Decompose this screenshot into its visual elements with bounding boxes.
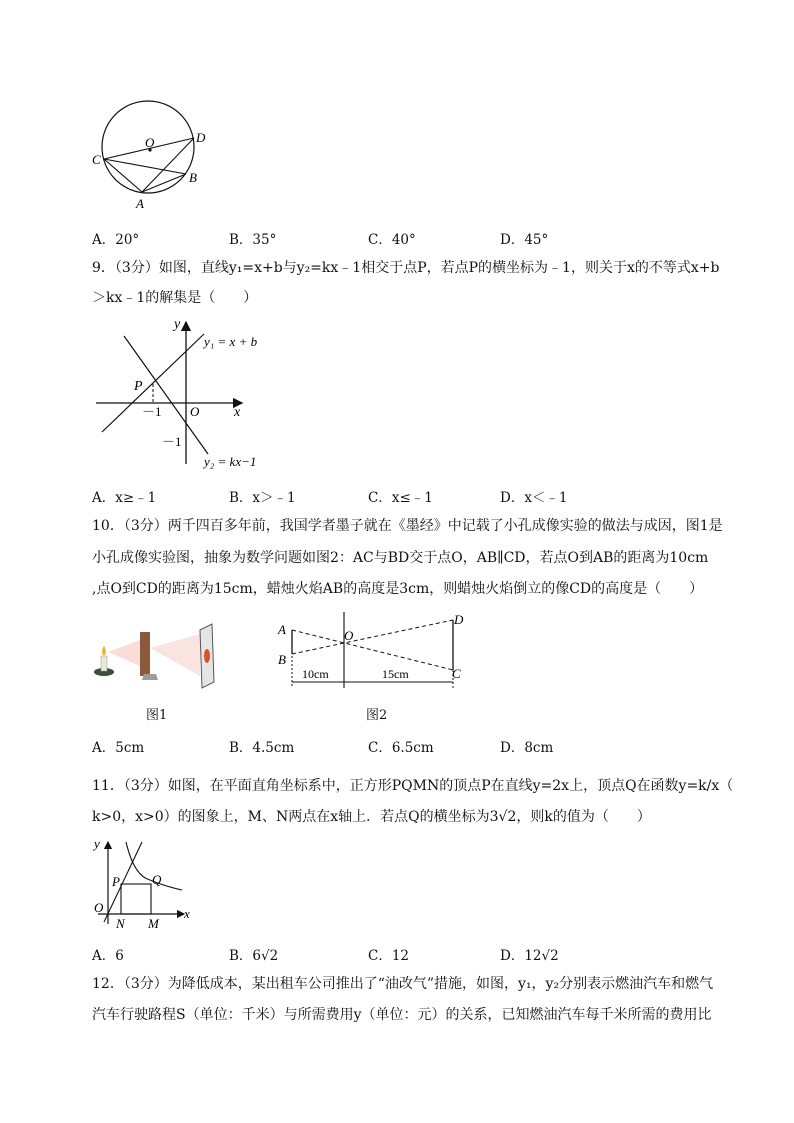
q8-label-a: A	[136, 196, 144, 211]
q11-label-q: Q	[152, 872, 162, 887]
q11-square-pqmn	[121, 884, 151, 914]
q8-option-d[interactable]: D．45°	[500, 232, 549, 248]
q11-option-c[interactable]: C．12	[368, 948, 410, 964]
q10-fig2-caption: 图2	[366, 708, 388, 723]
q10-label-a: A	[278, 622, 286, 637]
q9-label-o: O	[190, 404, 200, 419]
q11-option-d[interactable]: D．12√2	[500, 948, 559, 964]
q9-option-d[interactable]: D．x＜﹣1	[500, 490, 568, 506]
q10-pinhole-photo	[90, 622, 222, 690]
q10-label-15cm: 15cm	[382, 667, 409, 681]
q11-label-n: N	[116, 916, 125, 930]
q10-label-b: B	[278, 652, 286, 667]
q10-fig1-caption: 图1	[146, 708, 168, 723]
q9-label-y: y	[174, 317, 181, 332]
q10-question-line3: ,点O到CD的距离为15cm，蜡烛火焰AB的高度是3cm，则蜡烛火焰倒立的像CD的高度是（ ）	[92, 581, 704, 597]
q8-chord-cb	[104, 159, 186, 174]
q9-graph-figure	[92, 314, 282, 474]
q10-option-b[interactable]: B．4.5cm	[229, 740, 295, 756]
q10-pinhole-diagram	[272, 608, 482, 690]
q11-label-p: P	[112, 874, 120, 889]
q8-chord-ab	[142, 174, 186, 192]
q11-label-y: y	[94, 836, 100, 851]
q10-label-10cm: 10cm	[302, 667, 329, 681]
q11-question-line1: 11．（3分）如图，在平面直角坐标系中，正方形PQMN的顶点P在直线y=2x上，顶点Q在函数y=k/x（	[92, 778, 734, 794]
q10-label-o: O	[344, 628, 354, 643]
q10-label-c: C	[452, 666, 461, 681]
q8-label-o: O	[145, 135, 155, 150]
q9-label-p: P	[134, 379, 143, 394]
q9-option-a[interactable]: A．x≥﹣1	[92, 490, 157, 506]
q11-graph-figure	[90, 836, 200, 930]
q11-label-m: M	[148, 916, 159, 930]
q9-option-b[interactable]: B．x＞﹣1	[229, 490, 296, 506]
q8-label-b: B	[189, 170, 197, 185]
q11-line-y2x	[104, 842, 142, 922]
q11-label-x: x	[184, 906, 190, 921]
q10-dashed-ac	[292, 630, 453, 670]
q10-option-d[interactable]: D．8cm	[500, 740, 554, 756]
q12-question-line2: 汽车行驶路程S（单位：千米）与所需费用y（单位：元）的关系，已知燃油汽车每千米所需的费用比	[92, 1007, 712, 1023]
q9-label-y2: y₂ = kx−1	[204, 454, 257, 469]
q11-question-line2: k>0，x>0）的图象上，M、N两点在x轴上．若点Q的横坐标为3√2，则k的值为（ ）	[92, 809, 651, 825]
q8-option-b[interactable]: B．35°	[229, 232, 277, 248]
q11-option-a[interactable]: A．6	[92, 948, 124, 964]
q9-label-x: x	[234, 405, 241, 420]
q8-option-a[interactable]: A．20°	[92, 232, 140, 248]
q11-label-o: O	[94, 900, 104, 915]
q9-label-neg1-y: －1	[162, 434, 182, 449]
q8-label-c: C	[92, 152, 101, 167]
q8-option-c[interactable]: C．40°	[368, 232, 416, 248]
q8-label-d: D	[196, 130, 206, 145]
q10-option-a[interactable]: A．5cm	[92, 740, 145, 756]
q9-question-line2: ＞kx﹣1的解集是（ ）	[92, 290, 258, 306]
q10-option-c[interactable]: C．6.5cm	[368, 740, 434, 756]
q10-dashed-bd	[292, 620, 453, 654]
q9-option-c[interactable]: C．x≤﹣1	[368, 490, 433, 506]
q10-label-d: D	[454, 612, 464, 627]
q8-chord-ca	[104, 159, 142, 192]
q9-label-neg1-x: －1	[142, 404, 162, 419]
q8-circle-figure	[88, 92, 218, 214]
q10-question-line2: 小孔成像实验图，抽象为数学问题如图2：AC与BD交于点O，AB∥CD，若点O到AB的距离为10cm	[92, 550, 709, 566]
q9-label-y1: y₁ = x + b	[204, 334, 258, 349]
q12-question-line1: 12．（3分）为降低成本，某出租车公司推出了“油改气”措施，如图，y₁，y₂分别表示燃油汽车和燃气	[92, 976, 714, 992]
q11-option-b[interactable]: B．6√2	[229, 948, 279, 964]
q10-question-line1: 10．（3分）两千四百多年前，我国学者墨子就在《墨经》中记载了小孔成像实验的做法与成因，图1是	[92, 518, 723, 534]
q9-question-line1: 9．（3分）如图，直线y₁=x+b与y₂=kx﹣1相交于点P，若点P的横坐标为﹣1，则关于x的不等式x+b	[92, 260, 720, 276]
